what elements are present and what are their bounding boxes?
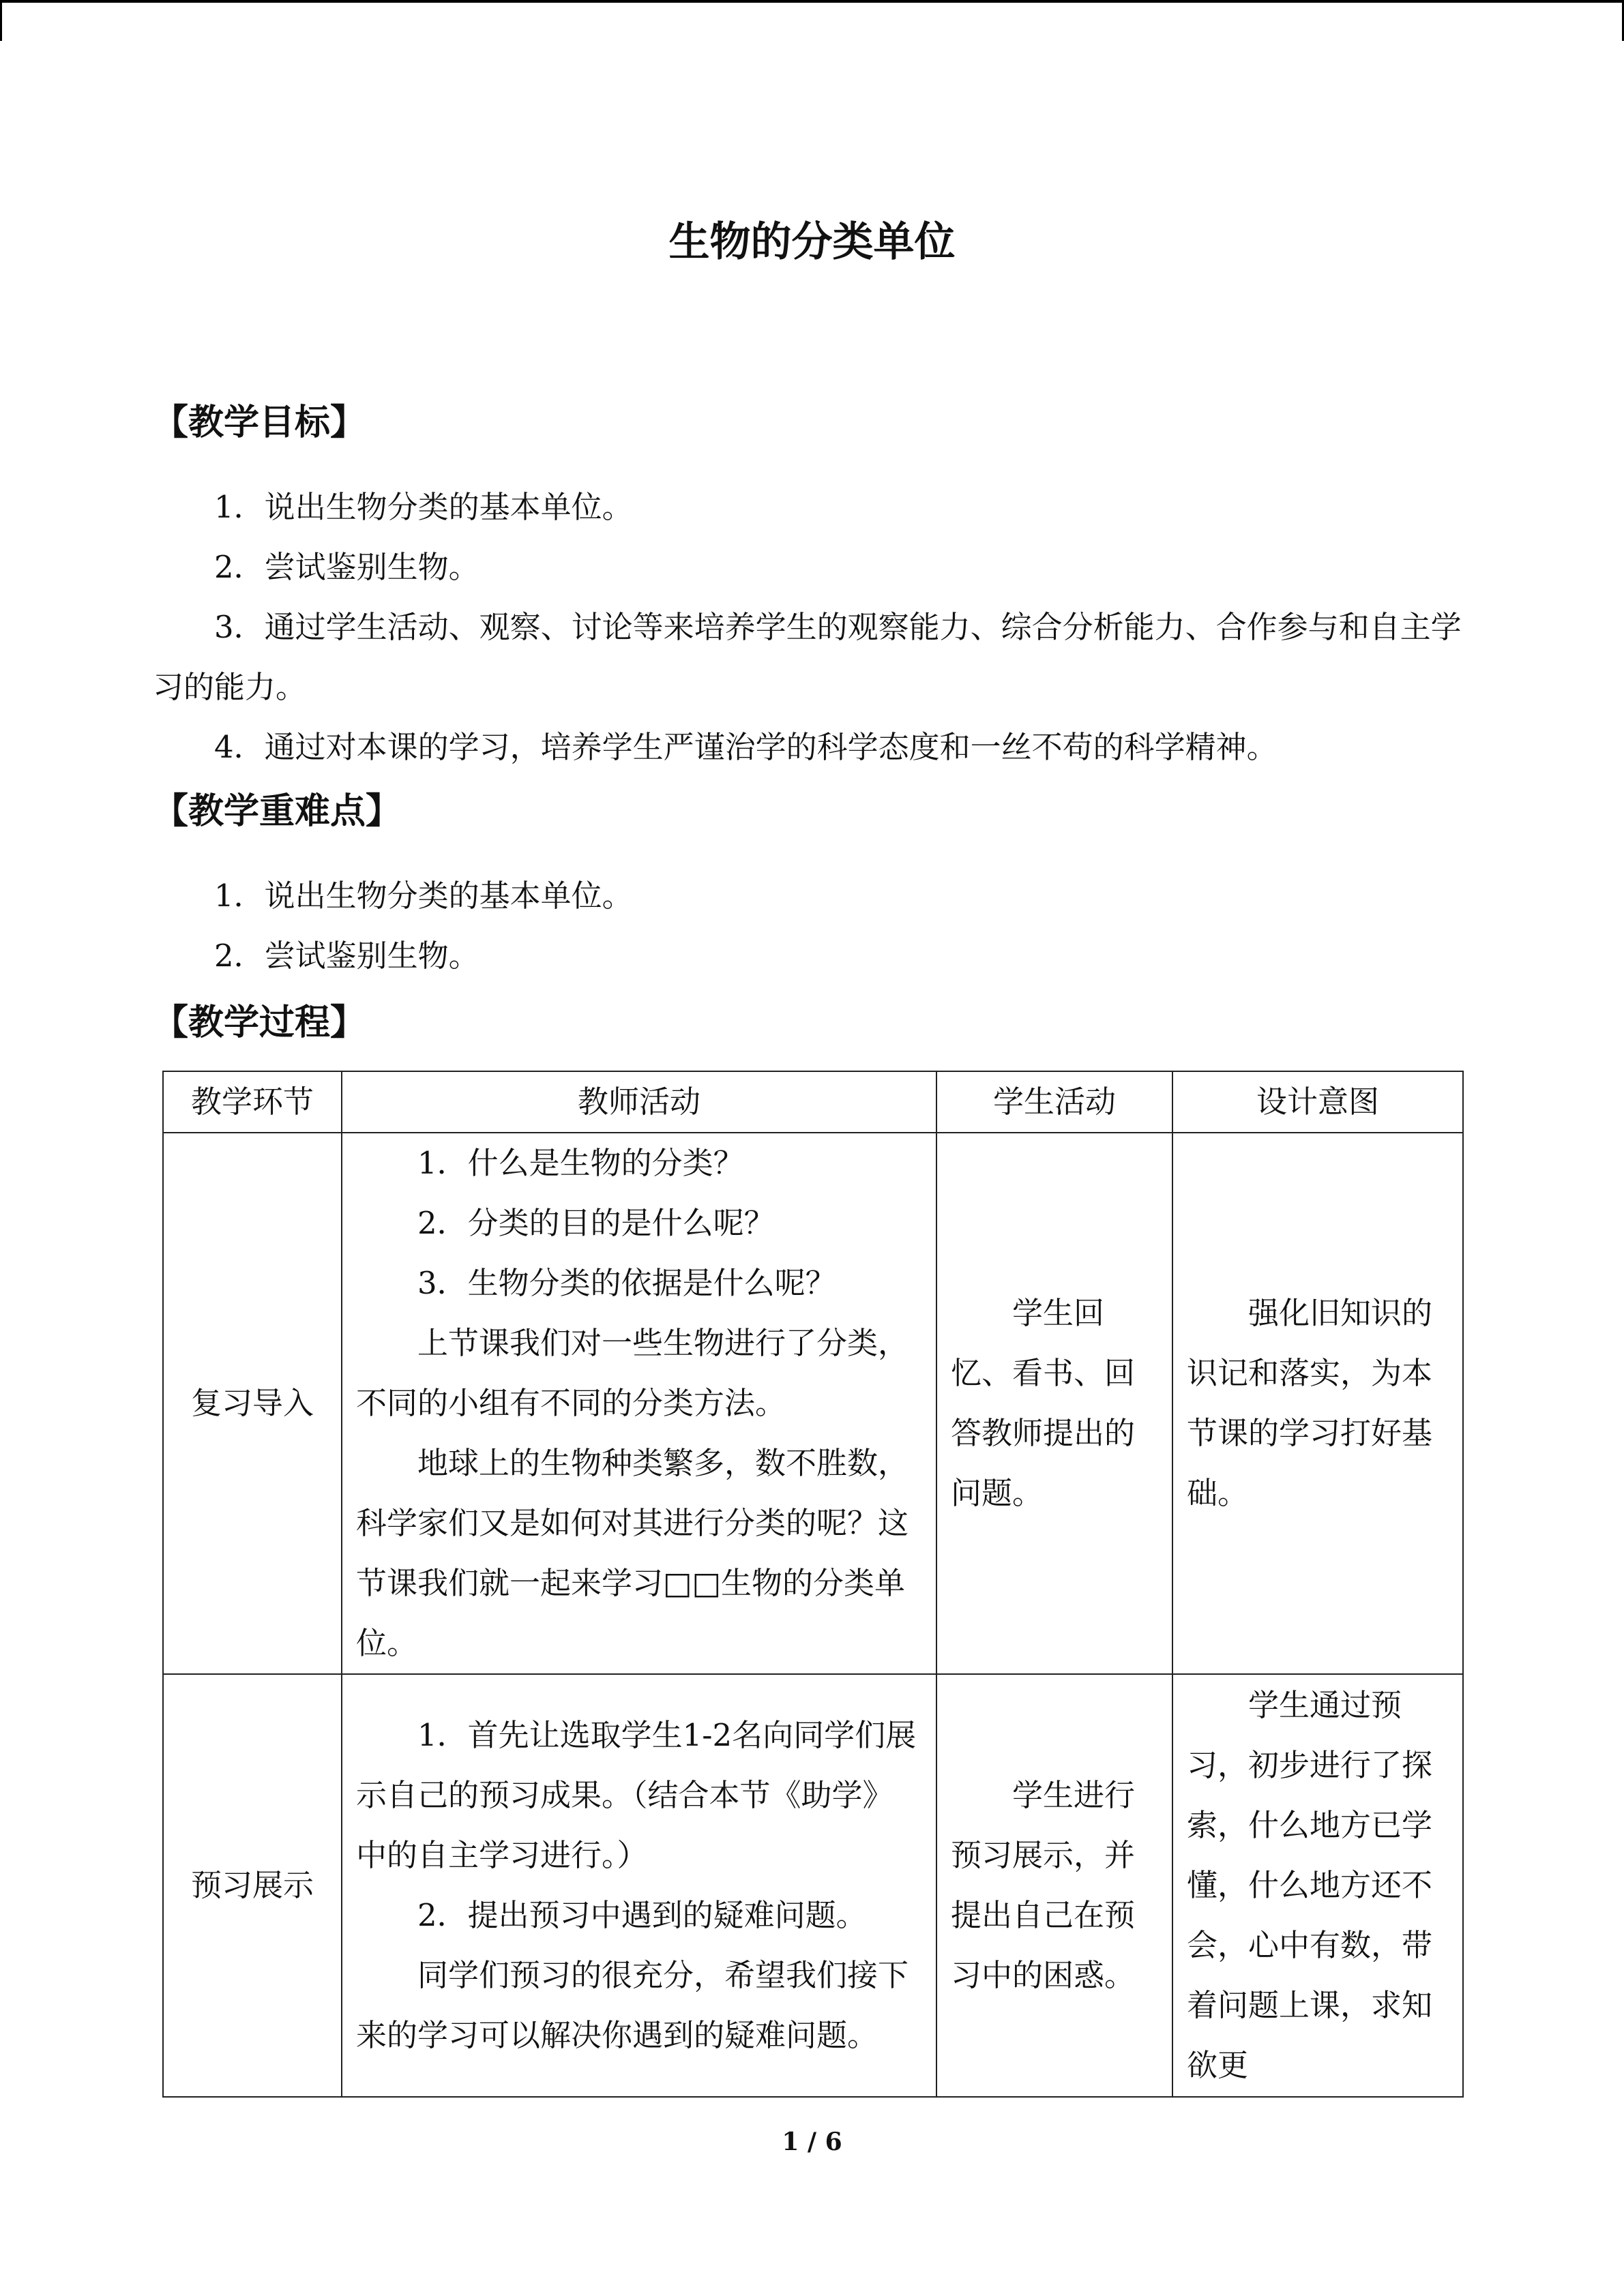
student-paragraph: 学生进行预习展示，并提出自己在预习中的困惑。 [951, 1777, 1136, 1993]
design-intent-cell [1172, 1674, 1463, 2097]
teacher-paragraph: 2．提出预习中遇到的疑难问题。 [417, 1897, 867, 1933]
student-paragraph: 学生回忆、看书、回答教师提出的问题。 [951, 1295, 1136, 1511]
teacher-paragraph: 1．什么是生物的分类？ [417, 1145, 744, 1181]
section-heading-goals: 【教学目标】 [153, 402, 366, 443]
teacher-activity-cell [342, 1133, 936, 1674]
goal-item-3: 3．通过学生活动、观察、讨论等来培养学生的观察能力、综合分析能力、合作参与和自主学习的能力。 [153, 609, 1462, 705]
section-heading-key-points: 【教学重难点】 [153, 790, 402, 832]
table-row [163, 1133, 1463, 1674]
design-intent-cell [1172, 1133, 1463, 1674]
key-point-item-2: 2．尝试鉴别生物。 [214, 938, 479, 974]
column-header-teacher: 教师活动 [342, 1071, 936, 1133]
table-row [163, 1674, 1463, 2097]
process-table [162, 1071, 1464, 2098]
teacher-paragraph: 地球上的生物种类繁多，数不胜数，科学家们又是如何对其进行分类的呢？这节课我们就一起来学习□□生物的分类单位。 [356, 1445, 909, 1661]
teacher-paragraph: 上节课我们对一些生物进行了分类，不同的小组有不同的分类方法。 [356, 1325, 909, 1421]
goal-item-1: 1．说出生物分类的基本单位。 [214, 489, 633, 525]
teacher-paragraph: 2．分类的目的是什么呢？ [417, 1205, 775, 1241]
teacher-paragraph: 3．生物分类的依据是什么呢？ [417, 1265, 836, 1301]
column-header-intent: 设计意图 [1172, 1071, 1463, 1133]
page-top-border [0, 0, 1624, 3]
student-activity-cell [936, 1674, 1172, 2097]
teacher-paragraph: 同学们预习的很充分，希望我们接下来的学习可以解决你遇到的疑难问题。 [356, 1957, 909, 2053]
intent-paragraph: 强化旧知识的识记和落实，为本节课的学习打好基础。 [1187, 1295, 1433, 1511]
goal-item-4: 4．通过对本课的学习，培养学生严谨治学的科学态度和一丝不苟的科学精神。 [214, 729, 1278, 765]
intent-paragraph: 学生通过预习，初步进行了探索，什么地方已学懂，什么地方还不会，心中有数，带着问题上课，求知欲更 [1187, 1687, 1433, 2083]
goal-item-2: 2．尝试鉴别生物。 [214, 549, 479, 585]
section-heading-process: 【教学过程】 [153, 1002, 366, 1043]
stage-cell: 预习展示 [163, 1674, 342, 2097]
teacher-paragraph: 1．首先让选取学生1-2名向同学们展示自己的预习成果。（结合本节《助学》中的自主学习进行。） [356, 1717, 917, 1873]
stage-cell: 复习导入 [163, 1133, 342, 1674]
student-activity-cell [936, 1133, 1172, 1674]
page-number: 1 / 6 [782, 2128, 842, 2156]
column-header-stage: 教学环节 [163, 1071, 342, 1133]
table-header-row [163, 1071, 1463, 1133]
teacher-activity-cell [342, 1674, 936, 2097]
page-left-border [0, 0, 2, 41]
key-point-item-1: 1．说出生物分类的基本单位。 [214, 878, 633, 914]
column-header-student: 学生活动 [936, 1071, 1172, 1133]
page-title: 生物的分类单位 [668, 218, 956, 266]
